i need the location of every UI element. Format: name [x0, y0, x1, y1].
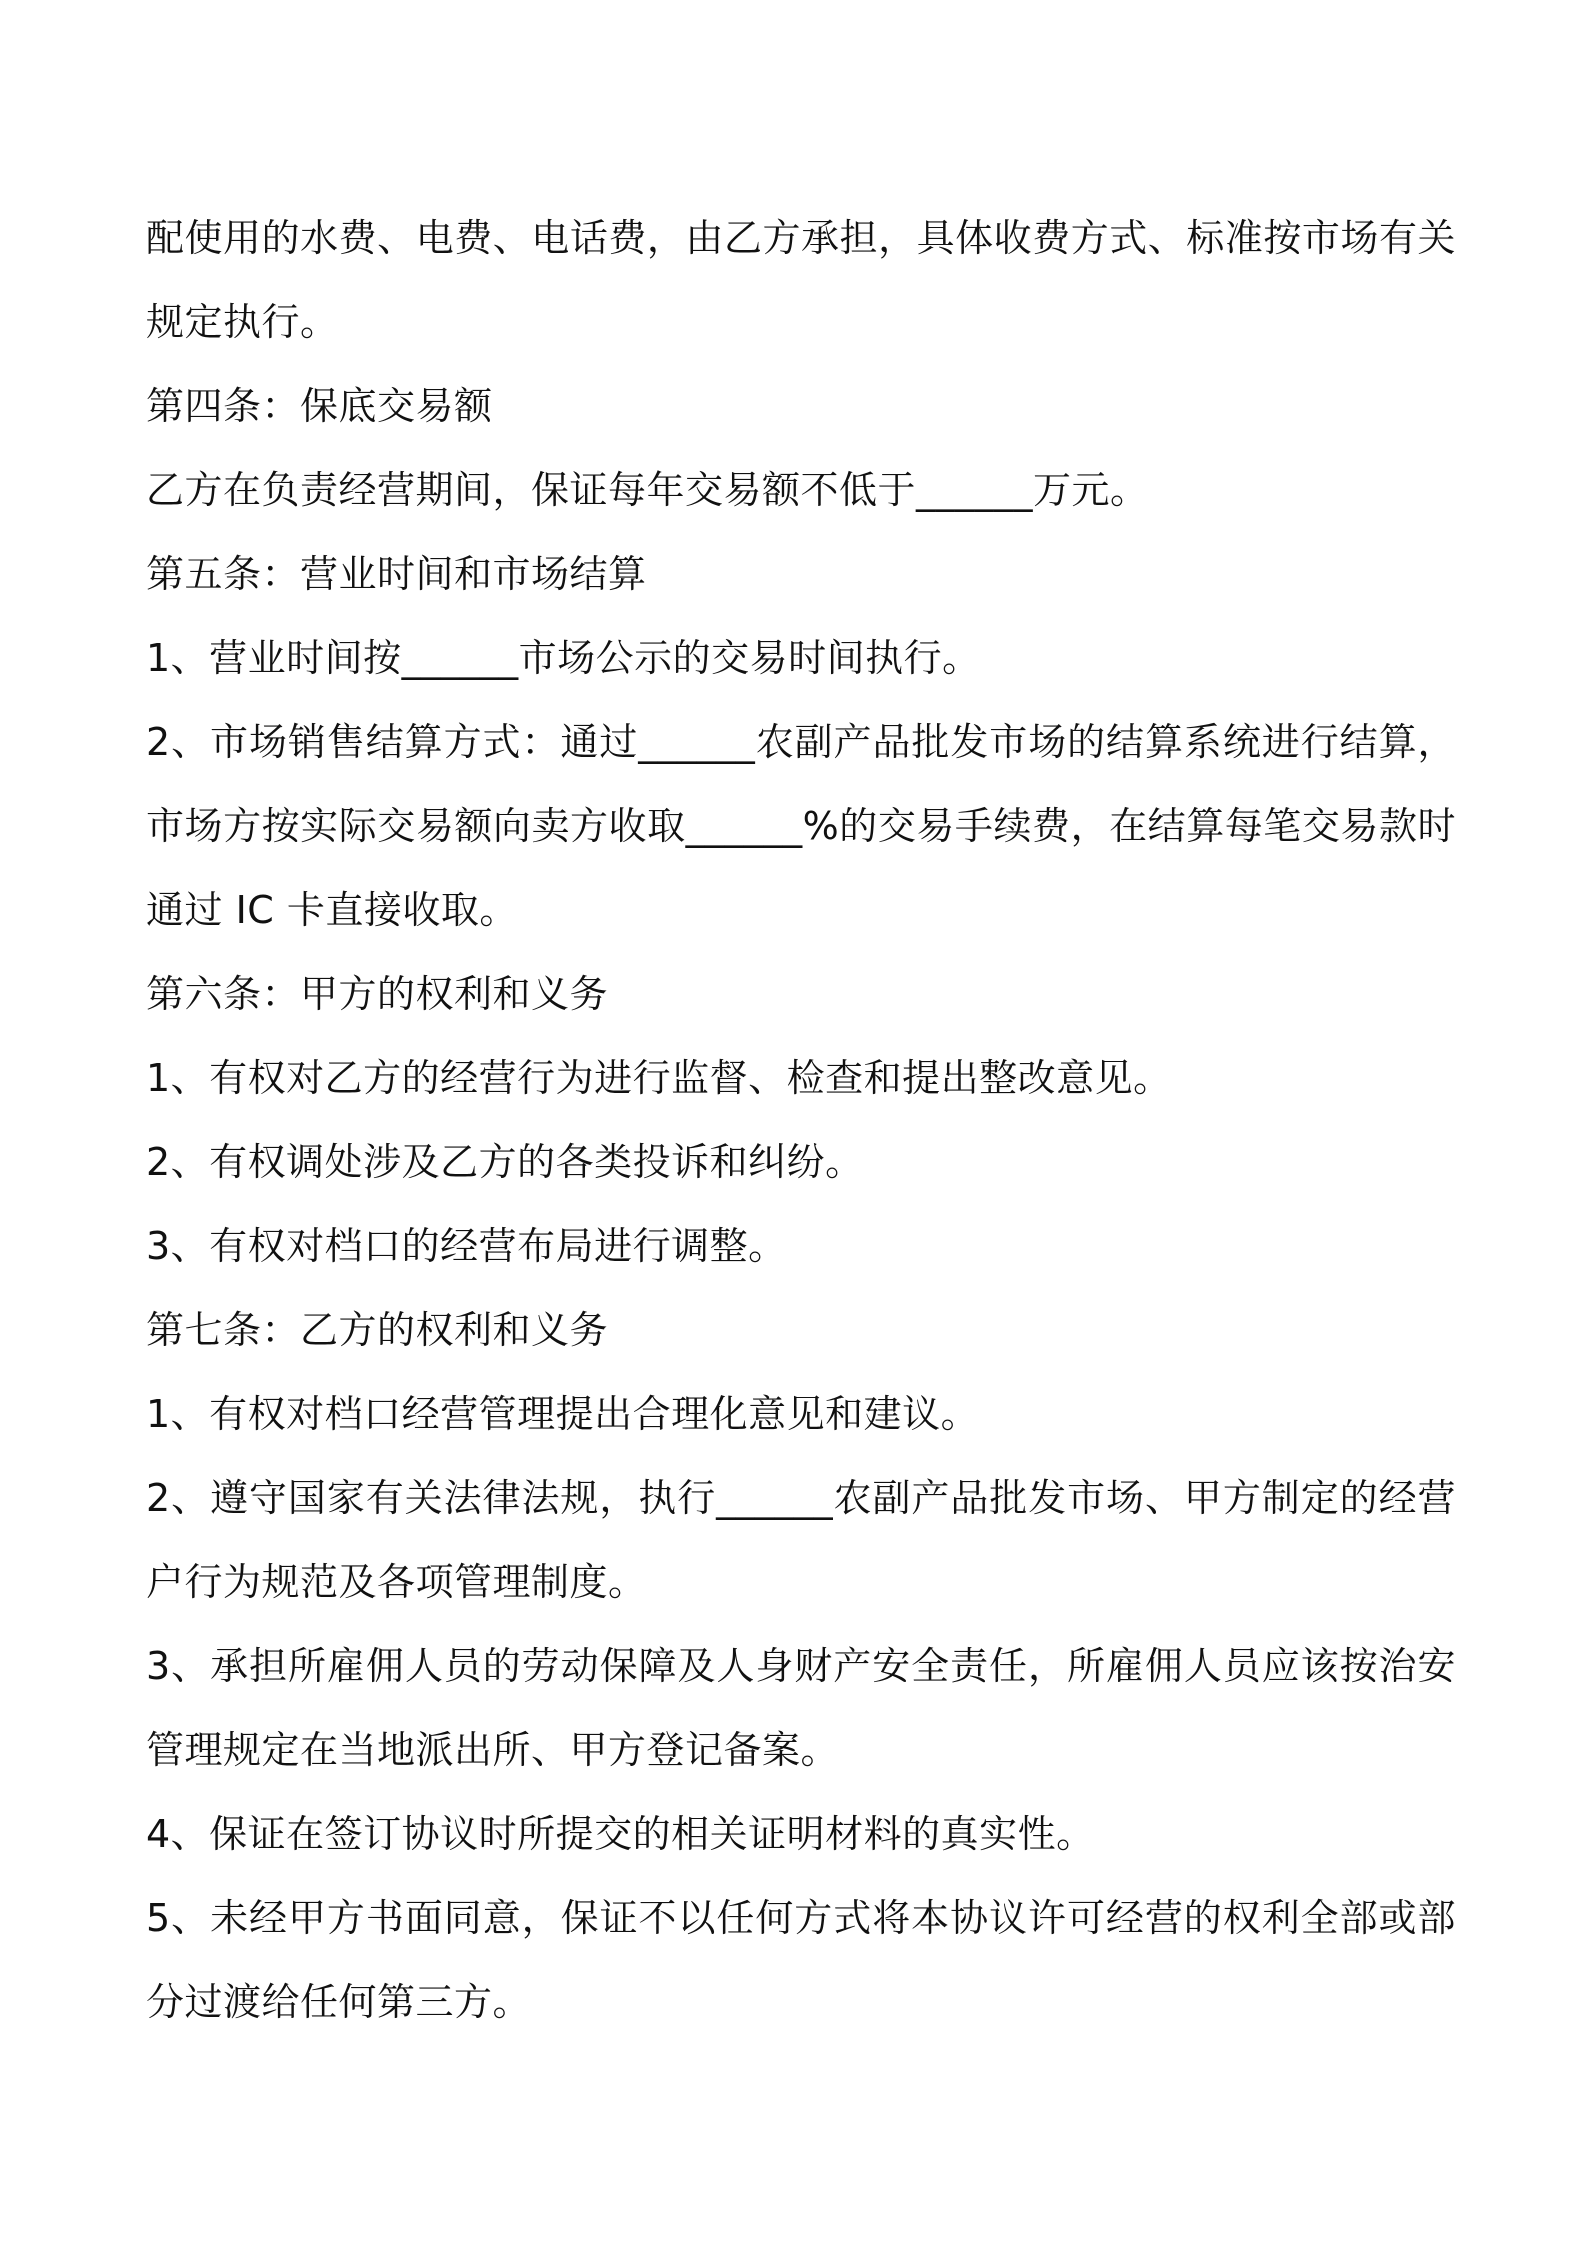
paragraph-minimum-volume: 乙方在负责经营期间，保证每年交易额不低于______万元。 [146, 468, 1149, 512]
paragraph-party-b-right-2: 2、遵守国家有关法律法规，执行______农副产品批发市场、甲方制定的经营户行为规范及各项管理制度。 [146, 1476, 1456, 1604]
heading-article-6: 第六条：甲方的权利和义务 [146, 972, 609, 1016]
paragraph-business-hours: 1、营业时间按______市场公示的交易时间执行。 [146, 636, 981, 680]
paragraph-party-a-right-3: 3、有权对档口的经营布局进行调整。 [146, 1224, 787, 1268]
paragraph-party-b-right-4: 4、保证在签订协议时所提交的相关证明材料的真实性。 [146, 1812, 1095, 1856]
heading-article-5: 第五条：营业时间和市场结算 [146, 552, 647, 596]
paragraph-utilities: 配使用的水费、电费、电话费，由乙方承担，具体收费方式、标准按市场有关规定执行。 [146, 216, 1456, 344]
paragraph-party-b-right-3: 3、承担所雇佣人员的劳动保障及人身财产安全责任，所雇佣人员应该按治安管理规定在当地派出所、甲方登记备案。 [146, 1644, 1456, 1772]
heading-article-4: 第四条：保底交易额 [146, 384, 493, 428]
heading-article-7: 第七条：乙方的权利和义务 [146, 1308, 609, 1352]
paragraph-party-b-right-1: 1、有权对档口经营管理提出合理化意见和建议。 [146, 1392, 980, 1436]
paragraph-party-a-right-1: 1、有权对乙方的经营行为进行监督、检查和提出整改意见。 [146, 1056, 1172, 1100]
document-body [146, 196, 1456, 2044]
paragraph-settlement: 2、市场销售结算方式：通过______农副产品批发市场的结算系统进行结算，市场方按实际交易额向卖方收取______%的交易手续费，在结算每笔交易款时通过 IC 卡直接收取。 [146, 720, 1456, 932]
paragraph-party-b-right-5: 5、未经甲方书面同意，保证不以任何方式将本协议许可经营的权利全部或部分过渡给任何第三方。 [146, 1896, 1456, 2024]
paragraph-party-a-right-2: 2、有权调处涉及乙方的各类投诉和纠纷。 [146, 1140, 864, 1184]
